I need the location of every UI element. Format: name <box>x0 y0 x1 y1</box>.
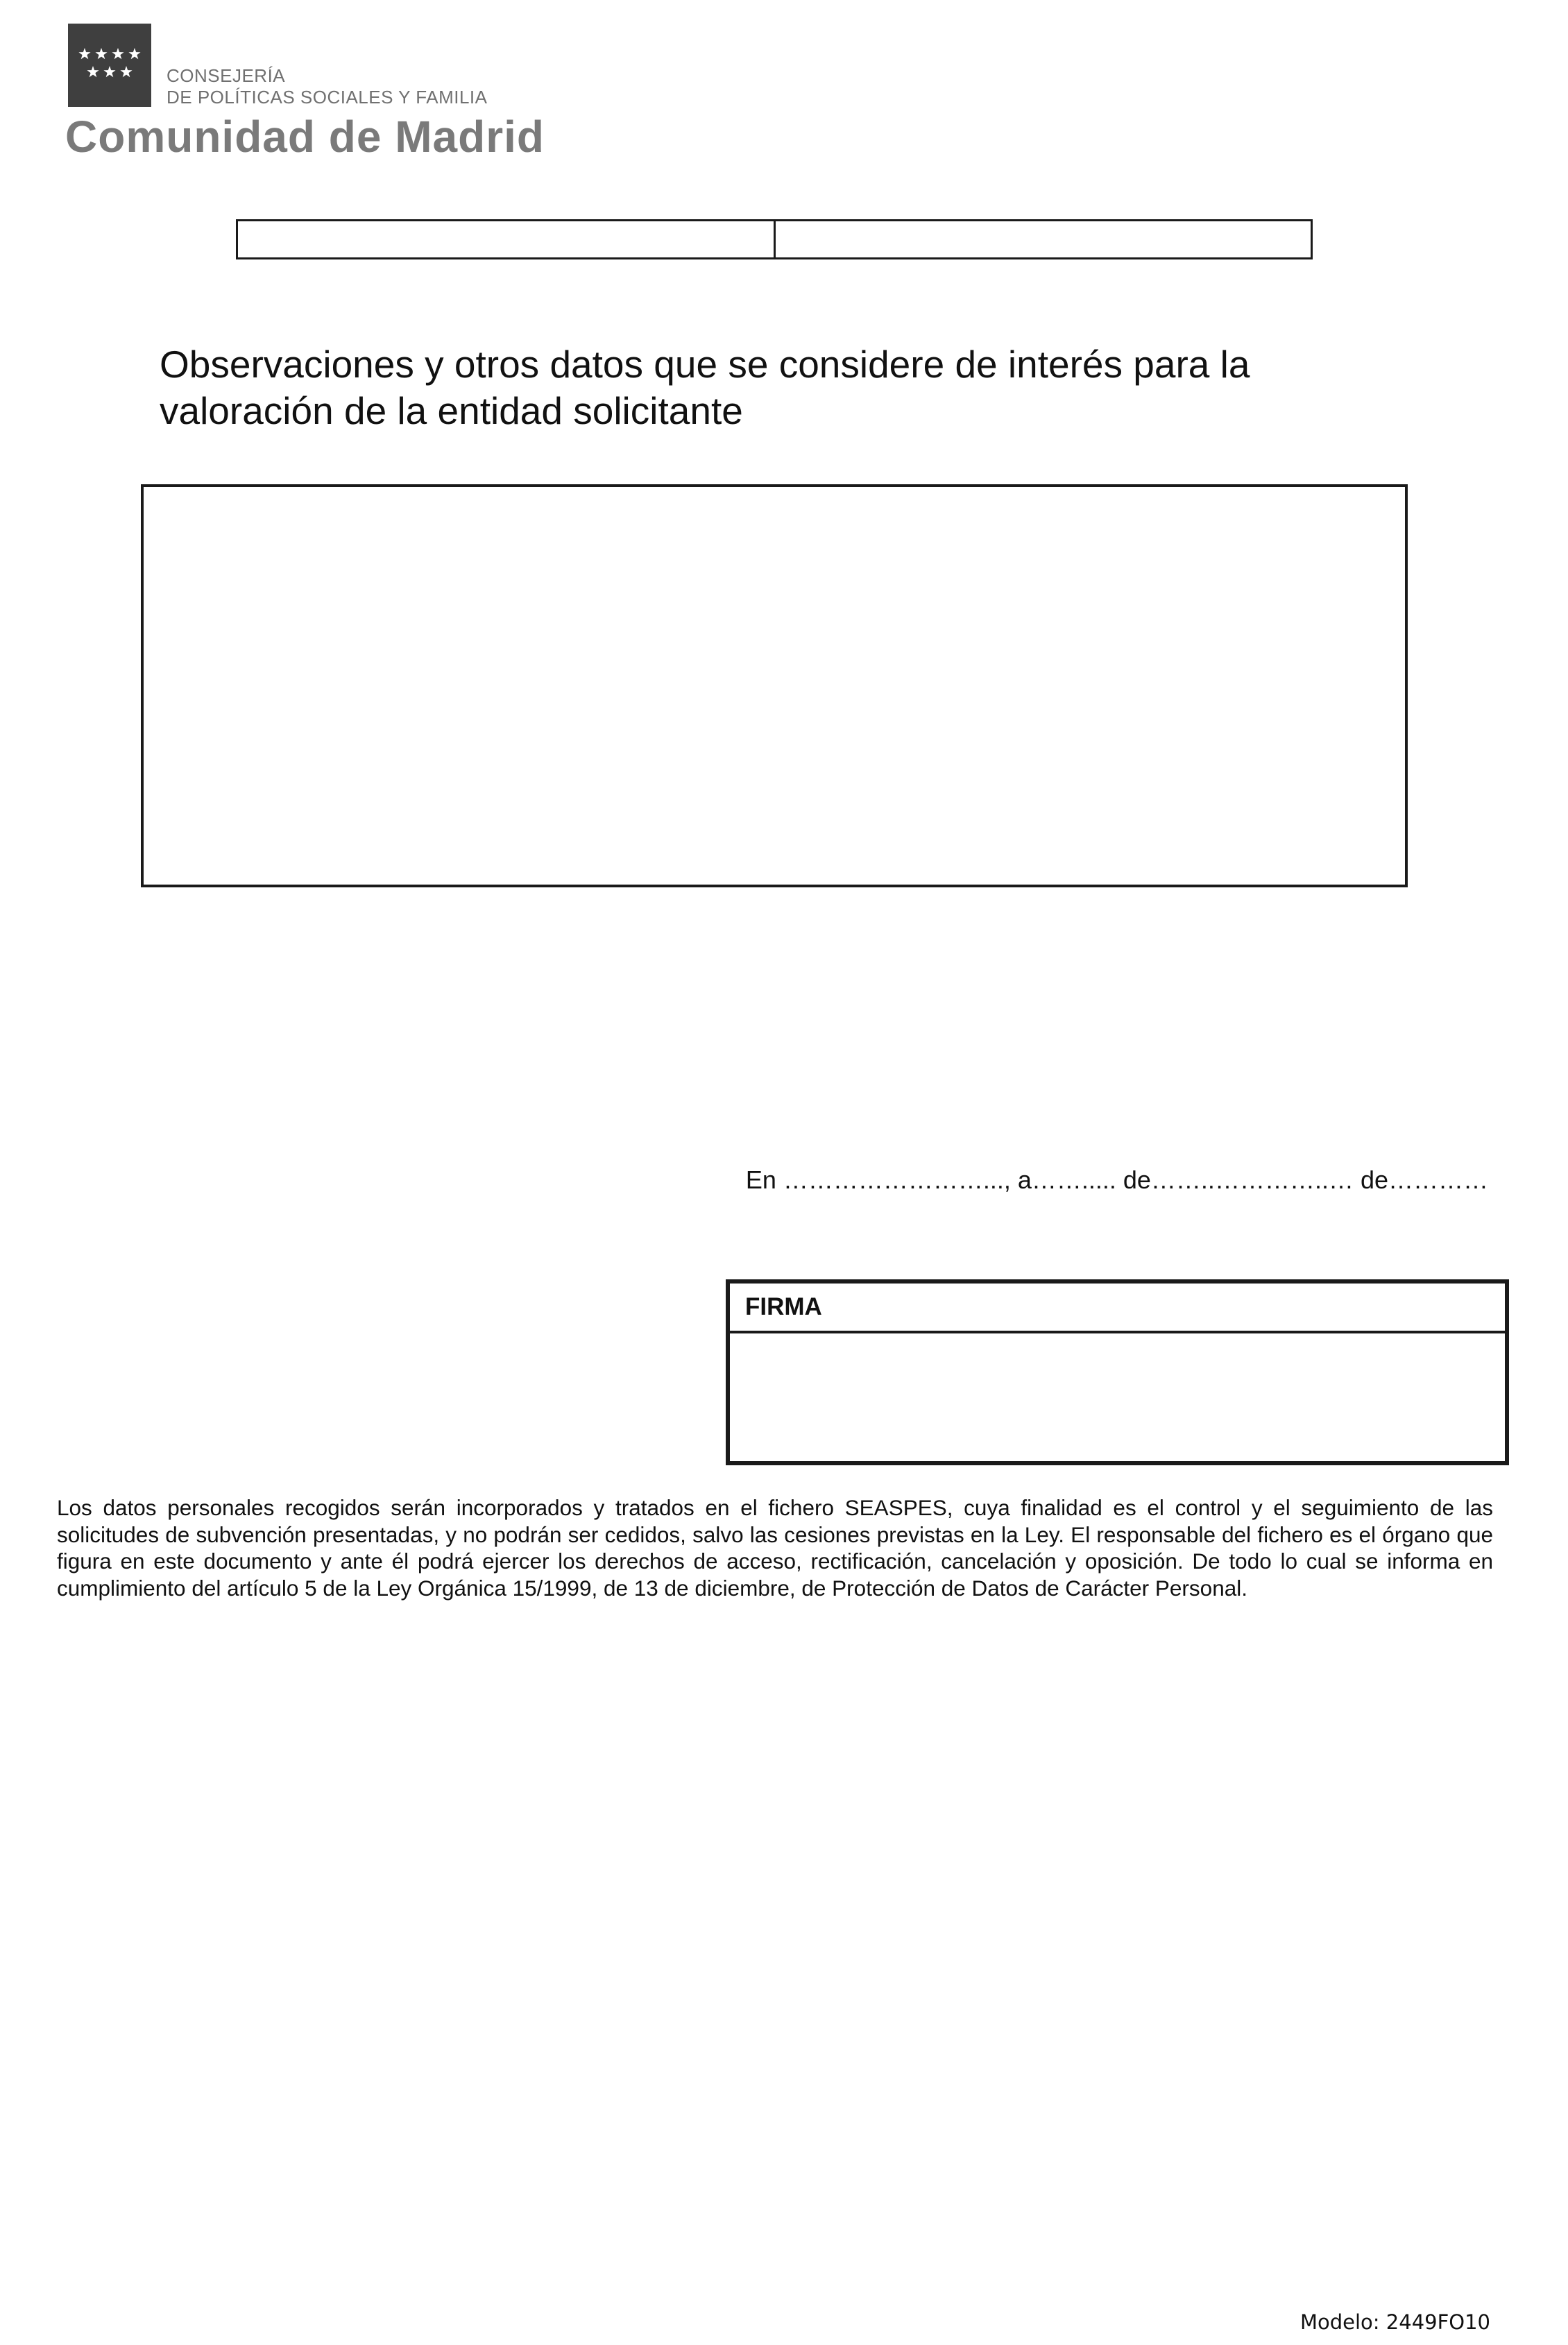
header-logo <box>65 22 597 162</box>
signature-box <box>726 1279 1509 1465</box>
observations-heading: Observaciones y otros datos que se considere de interés para la valoración de la entidad solicitante <box>160 343 1250 432</box>
observations-textarea[interactable] <box>141 484 1408 887</box>
top-table-cell-left[interactable] <box>238 221 774 257</box>
signature-area[interactable] <box>730 1333 1505 1461</box>
top-reference-table <box>236 219 1313 259</box>
model-code: Modelo: 2449FO10 <box>1299 2310 1490 2334</box>
place-date-line[interactable]: En ……………………..., a……..... de……..…………..… de………… <box>745 1166 1488 1194</box>
department-name: CONSEJERÍA DE POLÍTICAS SOCIALES Y FAMILIA <box>167 65 488 108</box>
organization-name: Comunidad de Madrid <box>65 112 545 162</box>
data-protection-notice: Los datos personales recogidos serán incorporados y tratados en el fichero SEASPES, cuya finalidad es el control y el seguimiento de las solicitudes de subvención presentadas, y no podrán ser cedidos, salvo las cesiones previstas en la Ley. El responsable del fichero es el órgano que figura en este documento y ante él podrá ejercer los derechos de acceso, rectificación, cancelación y oposición. De todo lo cual se informa en cumplimiento del artículo 5 de la Ley Orgánica 15/1999, de 13 de diciembre, de Protección de Datos de Carácter Personal. <box>57 1495 1493 1601</box>
madrid-stars-flag-icon <box>68 24 151 107</box>
top-table-cell-right[interactable] <box>774 221 1311 257</box>
signature-label: FIRMA <box>730 1284 1505 1333</box>
